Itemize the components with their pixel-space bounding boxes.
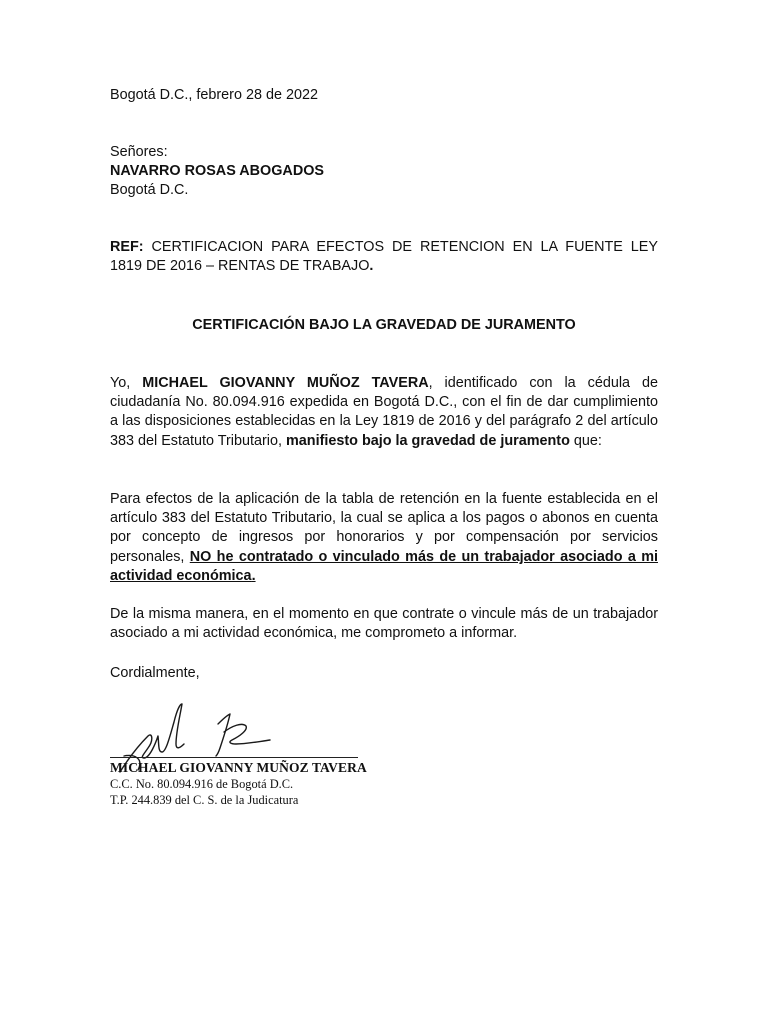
paragraph-text: que: [569, 432, 602, 449]
salutation: Señores: [110, 144, 168, 160]
signer-professional-card: T.P. 244.839 del C. S. de la Judicatura [110, 793, 299, 807]
signature-line [110, 757, 358, 758]
addressee-city: Bogotá D.C. [110, 182, 189, 199]
statement-emphasis: NO he contratado o vinculado más de un trabajador asociado a mi actividad económica [110, 548, 658, 584]
document-title: CERTIFICACIÓN BAJO LA GRAVEDAD DE JURAMENTO [192, 317, 576, 333]
signer-name: MICHAEL GIOVANNY MUÑOZ TAVERA [110, 760, 367, 775]
signer-id: C.C. No. 80.094.916 de Bogotá D.C. [110, 777, 294, 791]
paragraph-statement [110, 490, 658, 586]
statement-end: . [251, 567, 256, 584]
paragraph-text: , identificado con la cédula de ciudadanía No [110, 375, 658, 411]
paragraph-declaration [110, 374, 658, 451]
paragraph-dot: . 80.094.916 expedida en Bogotá D.C., con el fin de dar cumplimiento a las disposiciones establecidas en la Ley 1819 de 2016 y del parágrafo 2 del artículo 383 del Estatuto Tributario, [110, 394, 659, 449]
paragraph-text: Para efectos de la aplicación de la tabla de retención en la fuente establecida en el artículo 383 del Estatuto Tributario, la cual se aplica a los pagos o abonos en cuenta por concepto de ingresos por honorarios y por compensación por servicios personales, [110, 491, 658, 565]
oath-emphasis: manifiesto bajo la gravedad de juramento [286, 432, 570, 449]
reference-end: . [369, 258, 374, 275]
reference-line [110, 238, 658, 276]
paragraph-text: Yo, [110, 375, 143, 391]
addressee-block [110, 143, 658, 201]
paragraph-commitment: De la misma manera, en el momento en que contrate o vincule más de un trabajador asociado a mi actividad económica, me comprometo a informar. [110, 606, 658, 642]
addressee-name: NAVARRO ROSAS ABOGADOS [110, 163, 325, 180]
closing-line: Cordialmente, [110, 665, 200, 681]
reference-text: CERTIFICACION PARA EFECTOS DE RETENCION EN LA FUENTE LEY 1819 DE 2016 – RENTAS DE TRABAJO [110, 239, 658, 275]
date-line: Bogotá D.C., febrero 28 de 2022 [110, 87, 319, 103]
reference-label: REF: [110, 239, 144, 255]
declarant-name: MICHAEL GIOVANNY MUÑOZ TAVERA [142, 375, 429, 391]
